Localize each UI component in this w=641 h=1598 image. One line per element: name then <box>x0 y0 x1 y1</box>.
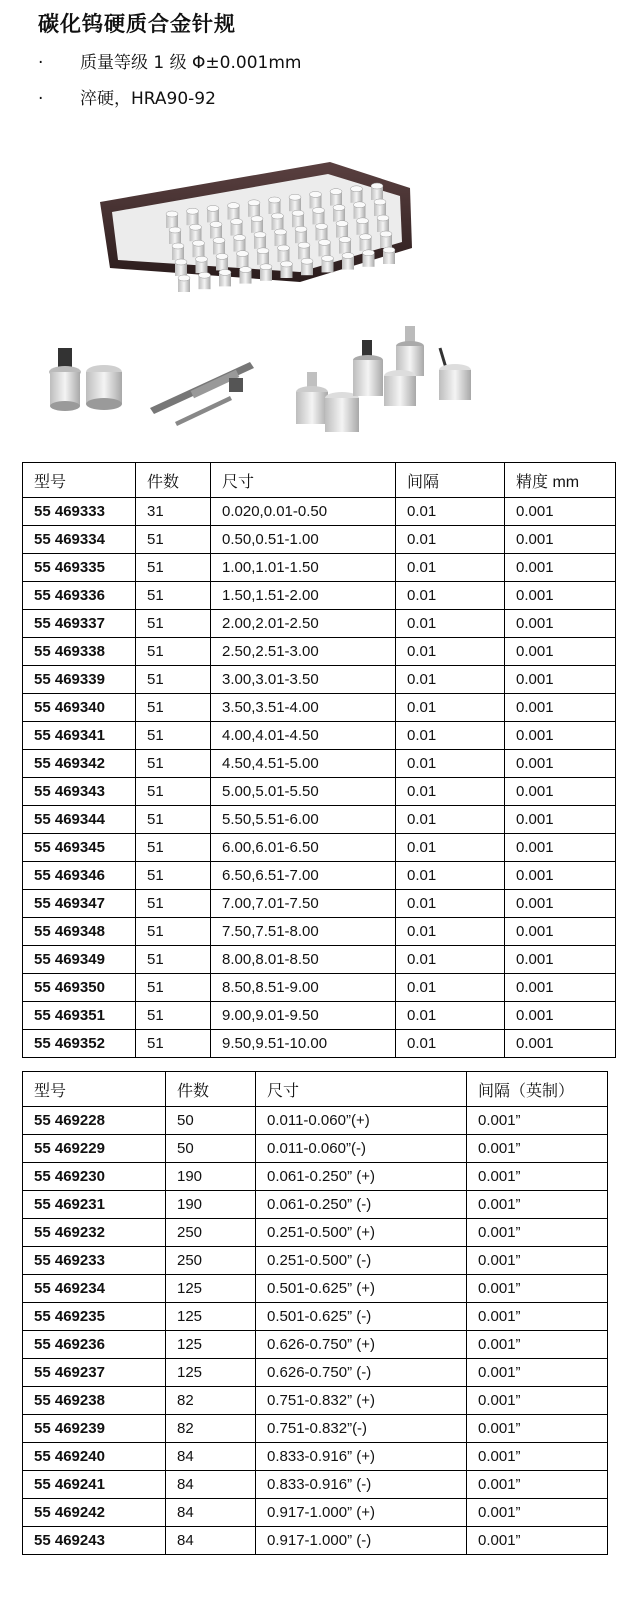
cell-accuracy: 0.001 <box>505 638 616 666</box>
pin-holder-top <box>322 255 334 261</box>
table-row <box>23 1499 608 1527</box>
cell-count: 50 <box>166 1135 256 1163</box>
table-row <box>23 1191 608 1219</box>
table-row <box>23 554 616 582</box>
cell-count: 82 <box>166 1415 256 1443</box>
cell-model: 55 469348 <box>23 918 136 946</box>
bullet-text: 质量等级 1 级 Φ±0.001mm <box>80 53 302 73</box>
cell-interval: 0.01 <box>396 890 505 918</box>
cell-interval: 0.01 <box>396 778 505 806</box>
cell-accuracy: 0.001 <box>505 750 616 778</box>
pin-holder-top <box>330 189 342 195</box>
table-row <box>23 638 616 666</box>
cell-accuracy: 0.001 <box>505 582 616 610</box>
cell-accuracy: 0.001 <box>505 694 616 722</box>
cell-count: 51 <box>136 638 211 666</box>
cell-size: 8.50,8.51-9.00 <box>211 974 396 1002</box>
cell-model: 55 469334 <box>23 526 136 554</box>
table-row <box>23 1387 608 1415</box>
cell-count: 51 <box>136 554 211 582</box>
cell-size: 0.501-0.625” (-) <box>256 1303 467 1331</box>
cell-model: 55 469232 <box>23 1219 166 1247</box>
cell-size: 0.251-0.500” (+) <box>256 1219 467 1247</box>
cell-model: 55 469338 <box>23 638 136 666</box>
cell-accuracy: 0.001 <box>505 666 616 694</box>
cell-count: 51 <box>136 582 211 610</box>
cell-size: 0.011-0.060”(+) <box>256 1107 467 1135</box>
cell-accuracy: 0.001 <box>505 554 616 582</box>
cell-model: 55 469343 <box>23 778 136 806</box>
pin-holder-top <box>172 243 184 249</box>
table-row <box>23 610 616 638</box>
cell-interval: 0.001” <box>467 1163 608 1191</box>
pin-holder-top <box>278 245 290 251</box>
pin-holder-top <box>219 269 231 275</box>
header-size: 尺寸 <box>211 463 396 498</box>
pin-holder-top <box>298 242 310 248</box>
header-count: 件数 <box>166 1072 256 1107</box>
pin-holder-top <box>237 251 249 257</box>
cell-size: 0.833-0.916” (+) <box>256 1443 467 1471</box>
pin-holder-top <box>383 247 395 253</box>
table-row <box>23 1163 608 1191</box>
cell-model: 55 469340 <box>23 694 136 722</box>
table-row <box>23 1415 608 1443</box>
cell-model: 55 469344 <box>23 806 136 834</box>
table-row <box>23 1030 616 1058</box>
cell-accuracy: 0.001 <box>505 834 616 862</box>
pin-holder-top <box>216 253 228 259</box>
pin-holder-top <box>310 191 322 197</box>
cell-accuracy: 0.001 <box>505 890 616 918</box>
cell-interval: 0.01 <box>396 1002 505 1030</box>
cell-count: 250 <box>166 1247 256 1275</box>
table-row <box>23 1443 608 1471</box>
pin-holder-top <box>169 227 181 233</box>
cell-model: 55 469342 <box>23 750 136 778</box>
cell-count: 125 <box>166 1359 256 1387</box>
cell-count: 84 <box>166 1443 256 1471</box>
table-row <box>23 1002 616 1030</box>
bullet-dot: · <box>38 89 44 109</box>
table-row <box>23 1275 608 1303</box>
pin-holder-top <box>228 203 240 209</box>
header-model: 型号 <box>23 1072 166 1107</box>
pin-handles <box>150 362 254 426</box>
cell-size: 2.00,2.01-2.50 <box>211 610 396 638</box>
pin-holder-top <box>292 210 304 216</box>
cell-model: 55 469241 <box>23 1471 166 1499</box>
pin-holder-top <box>275 229 287 235</box>
cell-model: 55 469339 <box>23 666 136 694</box>
pin-holder-top <box>187 208 199 214</box>
cell-size: 8.00,8.01-8.50 <box>211 946 396 974</box>
cell-count: 125 <box>166 1275 256 1303</box>
cell-model: 55 469336 <box>23 582 136 610</box>
cell-accuracy: 0.001 <box>505 862 616 890</box>
pin-holder-top <box>231 219 243 225</box>
cell-accuracy: 0.001 <box>505 778 616 806</box>
pin-holder-top <box>374 199 386 205</box>
pin-holder-top <box>248 200 260 206</box>
cell-accuracy: 0.001 <box>505 722 616 750</box>
cell-model: 55 469236 <box>23 1331 166 1359</box>
cell-model: 55 469237 <box>23 1359 166 1387</box>
cell-interval: 0.01 <box>396 946 505 974</box>
cell-count: 84 <box>166 1527 256 1555</box>
pin-holder-top <box>301 258 313 264</box>
cell-interval: 0.01 <box>396 834 505 862</box>
cell-interval: 0.01 <box>396 498 505 526</box>
pin-holder-top <box>354 202 366 208</box>
cell-size: 0.917-1.000” (+) <box>256 1499 467 1527</box>
cell-interval: 0.001” <box>467 1107 608 1135</box>
cell-size: 0.061-0.250” (-) <box>256 1191 467 1219</box>
cell-size: 9.50,9.51-10.00 <box>211 1030 396 1058</box>
cell-interval: 0.01 <box>396 638 505 666</box>
cell-model: 55 469351 <box>23 1002 136 1030</box>
cell-interval: 0.001” <box>467 1303 608 1331</box>
cell-interval: 0.001” <box>467 1275 608 1303</box>
bullet-text: 淬硬，HRA90-92 <box>80 89 216 109</box>
cell-model: 55 469349 <box>23 946 136 974</box>
table-row <box>23 1303 608 1331</box>
cell-size: 6.50,6.51-7.00 <box>211 862 396 890</box>
pin-holder-top <box>333 205 345 211</box>
cell-size: 5.00,5.01-5.50 <box>211 778 396 806</box>
pin-holder-top <box>295 226 307 232</box>
cell-accuracy: 0.001 <box>505 498 616 526</box>
cell-count: 51 <box>136 862 211 890</box>
accessory-holders <box>296 326 471 432</box>
table-row <box>23 834 616 862</box>
cell-interval: 0.001” <box>467 1135 608 1163</box>
cell-count: 51 <box>136 1030 211 1058</box>
cell-model: 55 469235 <box>23 1303 166 1331</box>
product-photo <box>0 150 641 450</box>
cell-interval: 0.001” <box>467 1331 608 1359</box>
pin-holder-top <box>196 256 208 262</box>
pin-holder-top <box>357 218 369 224</box>
cell-interval: 0.001” <box>467 1499 608 1527</box>
table-row <box>23 1331 608 1359</box>
cell-interval: 0.01 <box>396 526 505 554</box>
cell-count: 190 <box>166 1191 256 1219</box>
cell-size: 0.626-0.750” (-) <box>256 1359 467 1387</box>
spec-bullet-grade <box>38 48 301 73</box>
pin-holder-top <box>319 239 331 245</box>
header-size: 尺寸 <box>256 1072 467 1107</box>
cell-model: 55 469352 <box>23 1030 136 1058</box>
table-row <box>23 526 616 554</box>
cell-count: 51 <box>136 1002 211 1030</box>
cell-interval: 0.01 <box>396 806 505 834</box>
cell-interval: 0.01 <box>396 554 505 582</box>
pin-holder-top <box>207 205 219 211</box>
cell-count: 51 <box>136 526 211 554</box>
cell-size: 0.751-0.832” (+) <box>256 1387 467 1415</box>
cell-size: 0.011-0.060”(-) <box>256 1135 467 1163</box>
table-row <box>23 806 616 834</box>
pin-holder-top <box>251 216 263 222</box>
cell-interval: 0.001” <box>467 1471 608 1499</box>
cell-count: 51 <box>136 666 211 694</box>
cell-interval: 0.01 <box>396 666 505 694</box>
cell-size: 0.251-0.500” (-) <box>256 1247 467 1275</box>
pin-holder-top <box>360 234 372 240</box>
page-title: 碳化钨硬质合金针规 <box>38 12 236 36</box>
spec-bullet-hardness <box>38 84 216 109</box>
table-row <box>23 498 616 526</box>
cell-interval: 0.001” <box>467 1443 608 1471</box>
cell-size: 6.00,6.01-6.50 <box>211 834 396 862</box>
pin-holder-top <box>199 272 211 278</box>
cell-count: 125 <box>166 1331 256 1359</box>
cell-count: 190 <box>166 1163 256 1191</box>
cell-model: 55 469230 <box>23 1163 166 1191</box>
cell-count: 50 <box>166 1107 256 1135</box>
cell-size: 0.020,0.01-0.50 <box>211 498 396 526</box>
table-row <box>23 918 616 946</box>
cell-count: 84 <box>166 1471 256 1499</box>
pin-holder-top <box>272 213 284 219</box>
pin-holder-top <box>190 224 202 230</box>
cell-model: 55 469341 <box>23 722 136 750</box>
pin-holder-top <box>363 250 375 256</box>
cell-interval: 0.001” <box>467 1387 608 1415</box>
pin-holder-top <box>371 183 383 189</box>
cell-model: 55 469233 <box>23 1247 166 1275</box>
cell-count: 51 <box>136 918 211 946</box>
table-row <box>23 1527 608 1555</box>
cell-size: 3.50,3.51-4.00 <box>211 694 396 722</box>
cell-model: 55 469333 <box>23 498 136 526</box>
pin-holder-top <box>342 253 354 259</box>
cell-size: 0.626-0.750” (+) <box>256 1331 467 1359</box>
cell-accuracy: 0.001 <box>505 610 616 638</box>
cell-count: 82 <box>166 1387 256 1415</box>
cell-size: 7.00,7.01-7.50 <box>211 890 396 918</box>
pin-holder-top <box>257 248 269 254</box>
metric-gauge-table <box>22 462 616 1058</box>
cell-accuracy: 0.001 <box>505 1030 616 1058</box>
cell-count: 51 <box>136 946 211 974</box>
cell-interval: 0.01 <box>396 974 505 1002</box>
cell-interval: 0.01 <box>396 862 505 890</box>
pin-holder-top <box>380 231 392 237</box>
pin-holder-top <box>213 237 225 243</box>
cell-interval: 0.01 <box>396 918 505 946</box>
cell-model: 55 469228 <box>23 1107 166 1135</box>
pin-holder-top <box>289 194 301 200</box>
cell-interval: 0.01 <box>396 694 505 722</box>
cell-size: 3.00,3.01-3.50 <box>211 666 396 694</box>
pin-holder-top <box>178 275 190 281</box>
handle-holders <box>49 348 122 411</box>
cell-model: 55 469243 <box>23 1527 166 1555</box>
cell-interval: 0.01 <box>396 1030 505 1058</box>
cell-count: 51 <box>136 806 211 834</box>
cell-count: 51 <box>136 610 211 638</box>
pin-holder-top <box>377 215 389 221</box>
bullet-dot: · <box>38 53 44 73</box>
pin-holder-top <box>210 221 222 227</box>
cell-interval: 0.001” <box>467 1219 608 1247</box>
cell-model: 55 469229 <box>23 1135 166 1163</box>
table-row <box>23 1247 608 1275</box>
cell-size: 2.50,2.51-3.00 <box>211 638 396 666</box>
table-row <box>23 890 616 918</box>
pin-holder-top <box>254 232 266 238</box>
header-row <box>23 1072 608 1107</box>
cell-model: 55 469346 <box>23 862 136 890</box>
table-row <box>23 1107 608 1135</box>
table-row <box>23 666 616 694</box>
cell-size: 0.751-0.832”(-) <box>256 1415 467 1443</box>
pin-holder-top <box>281 261 293 267</box>
cell-interval: 0.001” <box>467 1527 608 1555</box>
pin-holder-top <box>240 267 252 273</box>
cell-model: 55 469345 <box>23 834 136 862</box>
cell-size: 1.00,1.01-1.50 <box>211 554 396 582</box>
cell-count: 51 <box>136 974 211 1002</box>
table-row <box>23 750 616 778</box>
table-row <box>23 862 616 890</box>
pin-holder-top <box>336 221 348 227</box>
cell-model: 55 469238 <box>23 1387 166 1415</box>
table-row <box>23 974 616 1002</box>
cell-model: 55 469231 <box>23 1191 166 1219</box>
cell-count: 51 <box>136 722 211 750</box>
cell-accuracy: 0.001 <box>505 526 616 554</box>
cell-count: 31 <box>136 498 211 526</box>
cell-accuracy: 0.001 <box>505 974 616 1002</box>
table-row <box>23 1135 608 1163</box>
header-model: 型号 <box>23 463 136 498</box>
table-row <box>23 1219 608 1247</box>
header-interval: 间隔（英制） <box>467 1072 608 1107</box>
cell-size: 4.50,4.51-5.00 <box>211 750 396 778</box>
cell-interval: 0.01 <box>396 750 505 778</box>
pin-holder-top <box>316 223 328 229</box>
cell-count: 51 <box>136 890 211 918</box>
cell-size: 4.00,4.01-4.50 <box>211 722 396 750</box>
cell-size: 0.833-0.916” (-) <box>256 1471 467 1499</box>
pin-holder-top <box>339 237 351 243</box>
cell-accuracy: 0.001 <box>505 946 616 974</box>
cell-interval: 0.01 <box>396 610 505 638</box>
pin-holder-top <box>269 197 281 203</box>
cell-accuracy: 0.001 <box>505 918 616 946</box>
cell-interval: 0.001” <box>467 1247 608 1275</box>
table-row <box>23 694 616 722</box>
pin-holder-top <box>351 186 363 192</box>
pin-holder-top <box>260 264 272 270</box>
table-row <box>23 582 616 610</box>
cell-model: 55 469347 <box>23 890 136 918</box>
cell-count: 51 <box>136 694 211 722</box>
cell-size: 0.50,0.51-1.00 <box>211 526 396 554</box>
table-row <box>23 778 616 806</box>
cell-model: 55 469335 <box>23 554 136 582</box>
cell-model: 55 469337 <box>23 610 136 638</box>
cell-interval: 0.001” <box>467 1191 608 1219</box>
cell-size: 5.50,5.51-6.00 <box>211 806 396 834</box>
cell-count: 51 <box>136 750 211 778</box>
pin-holder-top <box>313 207 325 213</box>
cell-count: 125 <box>166 1303 256 1331</box>
cell-size: 9.00,9.01-9.50 <box>211 1002 396 1030</box>
cell-count: 51 <box>136 834 211 862</box>
cell-count: 84 <box>166 1499 256 1527</box>
cell-accuracy: 0.001 <box>505 806 616 834</box>
table-row <box>23 946 616 974</box>
table-row <box>23 1359 608 1387</box>
cell-size: 0.061-0.250” (+) <box>256 1163 467 1191</box>
cell-accuracy: 0.001 <box>505 1002 616 1030</box>
header-interval: 间隔 <box>396 463 505 498</box>
header-count: 件数 <box>136 463 211 498</box>
table-row <box>23 722 616 750</box>
cell-model: 55 469350 <box>23 974 136 1002</box>
cell-size: 7.50,7.51-8.00 <box>211 918 396 946</box>
cell-model: 55 469242 <box>23 1499 166 1527</box>
pin-holder-top <box>193 240 205 246</box>
header-row <box>23 463 616 498</box>
cell-interval: 0.001” <box>467 1359 608 1387</box>
cell-interval: 0.01 <box>396 722 505 750</box>
cell-size: 1.50,1.51-2.00 <box>211 582 396 610</box>
imperial-gauge-table <box>22 1071 608 1555</box>
cell-size: 0.917-1.000” (-) <box>256 1527 467 1555</box>
cell-count: 250 <box>166 1219 256 1247</box>
cell-interval: 0.01 <box>396 582 505 610</box>
cell-model: 55 469239 <box>23 1415 166 1443</box>
pin-holder-top <box>175 259 187 265</box>
cell-model: 55 469240 <box>23 1443 166 1471</box>
table-row <box>23 1471 608 1499</box>
pin-holder-top <box>166 211 178 217</box>
cell-count: 51 <box>136 778 211 806</box>
pin-holder-top <box>234 235 246 241</box>
cell-model: 55 469234 <box>23 1275 166 1303</box>
cell-interval: 0.001” <box>467 1415 608 1443</box>
header-accuracy: 精度 mm <box>505 463 616 498</box>
cell-size: 0.501-0.625” (+) <box>256 1275 467 1303</box>
gauge-case <box>100 162 412 292</box>
